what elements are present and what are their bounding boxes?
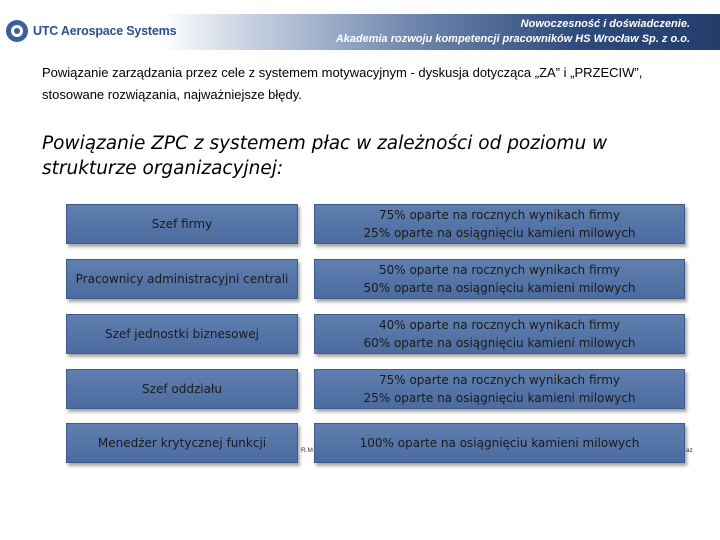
pay-rule-box-5 — [314, 423, 685, 463]
footer-left-text: R.M — [301, 447, 313, 454]
header — [0, 0, 720, 50]
pay-rule-line-2: 25% oparte na osiągnięciu kamieni milowych — [363, 226, 636, 240]
intro-text: Powiązanie zarządzania przez cele z systemem motywacyjnym - dyskusja dotycząca „ZA” i „PRZECIW”, stosowane rozwiązania, najważniejsze błędy. — [42, 65, 643, 102]
role-box-1 — [66, 204, 298, 244]
role-box-4 — [66, 369, 298, 409]
tagline-line-1: Nowoczesność i doświadczenie. — [520, 18, 690, 30]
role-label: Szef jednostki biznesowej — [104, 327, 260, 341]
pay-rule-box-1 — [314, 204, 685, 244]
logo-icon — [6, 20, 28, 42]
pay-rule-line-1: 75% oparte na rocznych wynikach firmy — [378, 208, 621, 222]
header-tagline — [336, 17, 690, 47]
role-box-3 — [66, 314, 298, 354]
pay-rule-line-1: 75% oparte na rocznych wynikach firmy — [378, 373, 621, 387]
pay-rule-line-1: 100% oparte na osiągnięciu kamieni milowych — [359, 436, 640, 450]
role-box-2 — [66, 259, 298, 299]
role-label: Szef oddziału — [142, 382, 222, 396]
role-label: Szef firmy — [151, 217, 213, 231]
tagline-line-2: Akademia rozwoju kompetencji pracowników HS Wrocław Sp. z o.o. — [335, 33, 690, 45]
pay-rule-line-2: 60% oparte na osiągnięciu kamieni milowych — [363, 336, 636, 350]
company-logo — [6, 20, 176, 42]
pay-rule-line-1: 40% oparte na rocznych wynikach firmy — [378, 318, 621, 332]
pay-rule-box-4 — [314, 369, 685, 409]
pay-rule-box-3 — [314, 314, 685, 354]
pay-rule-line-2: 25% oparte na osiągnięciu kamieni milowych — [363, 391, 636, 405]
pay-rule-line-1: 50% oparte na rocznych wynikach firmy — [378, 263, 621, 277]
role-box-5 — [66, 423, 298, 463]
logo-text: UTC Aerospace Systems — [33, 24, 177, 38]
pay-rule-box-2 — [314, 259, 685, 299]
role-label: Menedżer krytycznej funkcji — [97, 436, 267, 450]
role-label: Pracownicy administracyjni centrali — [75, 272, 289, 286]
section-title: Powiązanie ZPC z systemem płac w zależności od poziomu w strukturze organizacyjnej: — [42, 133, 608, 179]
pay-rule-line-2: 50% oparte na osiągnięciu kamieni milowych — [363, 281, 636, 295]
footer-right-text: az — [686, 447, 693, 454]
